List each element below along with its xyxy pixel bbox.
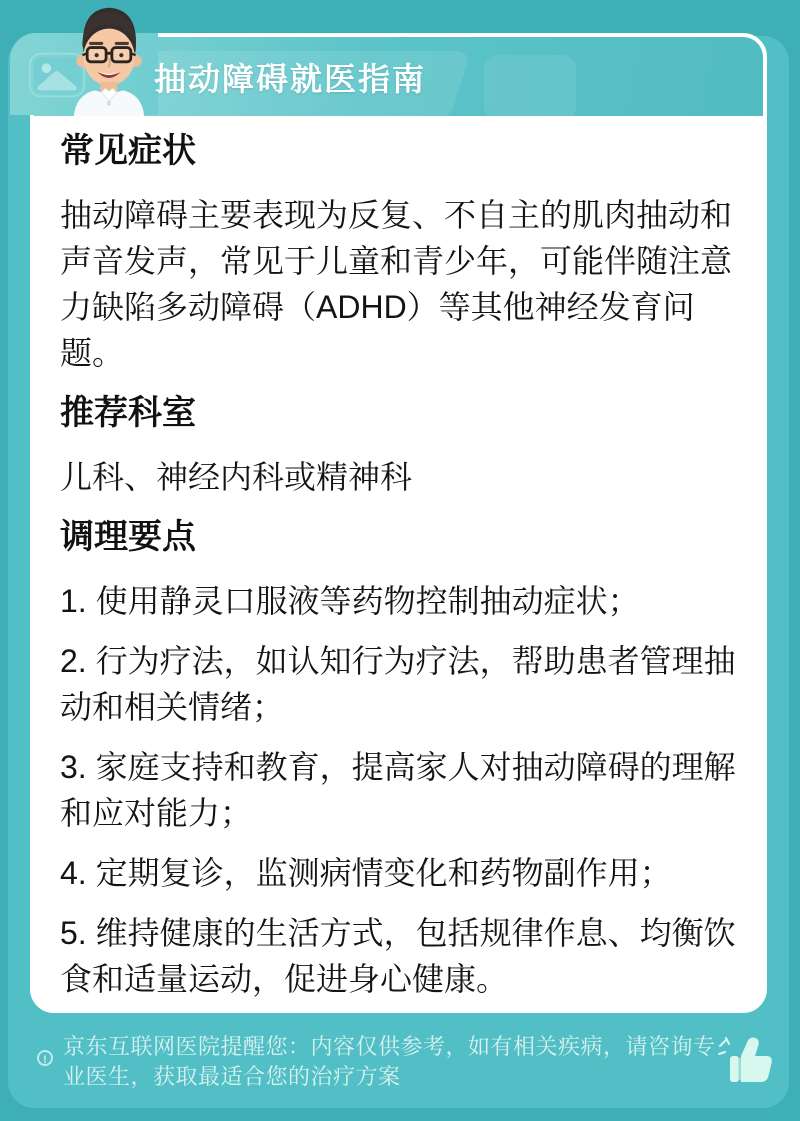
article-body [30, 112, 767, 1016]
care-point-3: 3. 家庭支持和教育，提高家人对抽动障碍的理解和应对能力； [60, 749, 736, 831]
section-heading-departments: 推荐科室 [60, 394, 196, 432]
departments-paragraph: 儿科、神经内科或精神科 [60, 459, 413, 495]
section-heading-symptoms: 常见症状 [60, 132, 196, 170]
doctor-avatar [52, 2, 166, 116]
page-title: 抽动障碍就医指南 [154, 61, 427, 97]
footer-disclaimer-row [37, 1032, 777, 1092]
exclamation-circle-icon: ! [37, 1050, 53, 1066]
care-point-1: 1. 使用静灵口服液等药物控制抽动症状； [60, 583, 640, 619]
symptoms-paragraph: 抽动障碍主要表现为反复、不自主的肌肉抽动和声音发声，常见于儿童和青少年，可能伴随注意力缺陷多动障碍（ADHD）等其他神经发育问题。 [60, 197, 733, 371]
care-point-5: 5. 维持健康的生活方式，包括规律作息、均衡饮食和适量运动，促进身心健康。 [60, 915, 736, 997]
care-point-4: 4. 定期复诊，监测病情变化和药物副作用； [60, 855, 672, 891]
section-heading-care-points: 调理要点 [60, 518, 196, 556]
care-point-2: 2. 行为疗法，如认知行为疗法，帮助患者管理抽动和相关情绪； [60, 643, 736, 725]
thumbs-up-icon[interactable] [718, 1034, 776, 1088]
disclaimer-text: 京东互联网医院提醒您：内容仅供参考，如有相关疾病，请咨询专业医生，获取最适合您的治疗方案 [63, 1034, 716, 1089]
